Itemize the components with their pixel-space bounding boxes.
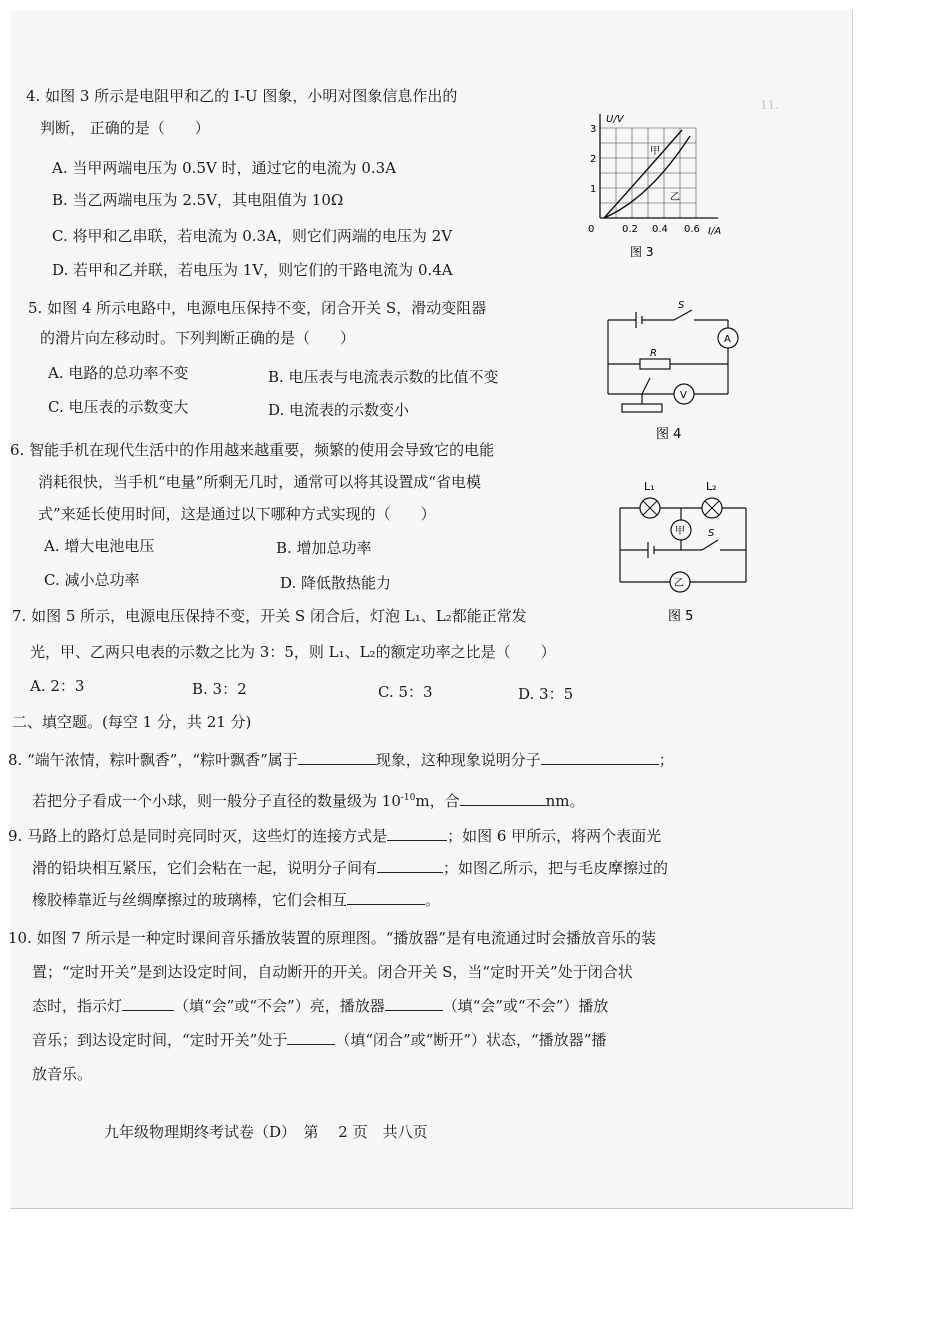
page-footer: 九年级物理期终考试卷（D） 第 2 页 共八页 bbox=[104, 1123, 428, 1141]
q4-option-a: A. 当甲两端电压为 0.5V 时，通过它的电流为 0.3A bbox=[52, 159, 397, 177]
fig3-y-label: U/V bbox=[606, 114, 624, 125]
q9-blank-3[interactable] bbox=[347, 890, 425, 905]
fig3-x-label: I/A bbox=[708, 226, 722, 237]
q4-option-b: B. 当乙两端电压为 2.5V，其电阻值为 10Ω bbox=[52, 191, 344, 209]
q4-stem-line1: 4. 如图 3 所示是电阻甲和乙的 I-U 图象，小明对图象信息作出的 bbox=[26, 87, 458, 105]
q7-option-d: D. 3：5 bbox=[518, 685, 574, 703]
fig5-lamp-l1 bbox=[640, 498, 660, 518]
fig3-xtick-04: 0.4 bbox=[652, 224, 668, 235]
figure-5-circuit bbox=[606, 470, 776, 628]
q4-option-c: C. 将甲和乙串联，若电流为 0.3A，则它们两端的电压为 2V bbox=[52, 227, 453, 245]
q10-line2: 置；“定时开关”是到达设定时间，自动断开的开关。闭合开关 S，当“定时开关”处于闭合状 bbox=[32, 963, 633, 981]
fig3-ytick-1: 1 bbox=[590, 184, 597, 195]
fig3-xtick-02: 0.2 bbox=[622, 224, 638, 235]
q10-blank-2[interactable] bbox=[385, 996, 443, 1011]
fig3-caption: 图 3 bbox=[630, 245, 654, 259]
q8-exponent: -10 bbox=[400, 793, 416, 803]
q7-option-c: C. 5：3 bbox=[378, 683, 433, 701]
q9-line1 bbox=[8, 826, 661, 846]
fig5-l2-label: L₂ bbox=[706, 480, 717, 493]
q8-line2 bbox=[32, 788, 584, 811]
q10-line3 bbox=[32, 996, 608, 1016]
fig5-switch-label: S bbox=[708, 528, 715, 539]
q7-stem-line2: 光，甲、乙两只电表的示数之比为 3：5，则 L₁、L₂的额定功率之比是（ ） bbox=[30, 643, 556, 661]
q7-option-b: B. 3：2 bbox=[192, 680, 247, 698]
fig3-xtick-0: 0 bbox=[588, 224, 595, 235]
q9-line2 bbox=[32, 858, 668, 878]
q6-option-d: D. 降低散热能力 bbox=[280, 574, 392, 592]
q10-text-3: （填“会”或“不会”）播放 bbox=[442, 997, 609, 1015]
q10-line5: 放音乐。 bbox=[32, 1065, 93, 1083]
q7-stem-line1: 7. 如图 5 所示，电源电压保持不变，开关 S 闭合后，灯泡 L₁、L₂都能正常发 bbox=[12, 607, 527, 625]
q9-line3 bbox=[32, 890, 440, 910]
q9-text-5: 橡胶棒靠近与丝绸摩擦过的玻璃棒，它们会相互 bbox=[32, 891, 348, 909]
fig4-resistor bbox=[640, 359, 670, 369]
q10-blank-3[interactable] bbox=[287, 1030, 335, 1045]
q10-text-5: （填“闭合”或“断开”）状态，“播放器”播 bbox=[335, 1031, 607, 1049]
q5-option-b: B. 电压表与电流表示数的比值不变 bbox=[268, 368, 499, 386]
q6-stem-line3: 式”来延长使用时间，这是通过以下哪种方式实现的（ ） bbox=[38, 505, 436, 523]
q8-text-5: m，合 bbox=[415, 792, 460, 810]
q9-text-6: 。 bbox=[425, 891, 441, 909]
q4-stem-line2: 判断， 正确的是（ ） bbox=[40, 119, 210, 137]
q5-option-a: A. 电路的总功率不变 bbox=[48, 364, 189, 382]
figure-4-circuit bbox=[598, 298, 748, 448]
q8-text-2: 现象，这种现象说明分子 bbox=[375, 751, 541, 769]
fig3-ytick-2: 2 bbox=[590, 154, 597, 165]
q5-stem-line2: 的滑片向左移动时。下列判断正确的是（ ） bbox=[40, 329, 356, 347]
fig4-switch-label: S bbox=[678, 300, 685, 311]
fig3-xtick-06: 0.6 bbox=[684, 224, 700, 235]
fig3-ytick-3: 3 bbox=[590, 124, 597, 135]
q6-stem-line1: 6. 智能手机在现代生活中的作用越来越重要，频繁的使用会导致它的电能 bbox=[10, 441, 495, 459]
q6-option-a: A. 增大电池电压 bbox=[44, 537, 155, 555]
fig5-meter-jia-label: 甲 bbox=[675, 526, 685, 537]
q8-text-3: ； bbox=[658, 751, 674, 769]
q9-text-2: ；如图 6 甲所示，将两个表面光 bbox=[447, 827, 662, 845]
q9-blank-1[interactable] bbox=[387, 826, 447, 841]
q8-blank-2[interactable] bbox=[541, 750, 659, 765]
q8-blank-3[interactable] bbox=[460, 791, 546, 806]
q5-option-c: C. 电压表的示数变大 bbox=[48, 398, 189, 416]
fig3-label-yi: 乙 bbox=[670, 192, 680, 203]
q8-text-6: nm。 bbox=[545, 792, 585, 810]
q5-option-d: D. 电流表的示数变小 bbox=[268, 401, 410, 419]
q9-text-3: 滑的铅块相互紧压，它们会粘在一起，说明分子间有 bbox=[32, 859, 378, 877]
fig5-caption: 图 5 bbox=[668, 609, 694, 624]
fig4-ammeter-label: A bbox=[724, 334, 731, 345]
fig3-label-jia: 甲 bbox=[650, 146, 660, 157]
section-2-title: 二、填空题。(每空 1 分，共 21 分) bbox=[12, 713, 252, 731]
fig5-lamp-l2 bbox=[702, 498, 722, 518]
q6-stem-line2: 消耗很快，当手机“电量”所剩无几时，通常可以将其设置成“省电模 bbox=[38, 473, 482, 491]
q7-option-a: A. 2：3 bbox=[30, 677, 85, 695]
q8-blank-1[interactable] bbox=[298, 750, 376, 765]
fig5-l1-label: L₁ bbox=[644, 480, 655, 493]
q6-option-c: C. 减小总功率 bbox=[44, 571, 140, 589]
q10-text-1: 态时，指示灯 bbox=[32, 997, 123, 1015]
q6-option-b: B. 增加总功率 bbox=[276, 539, 372, 557]
q10-text-4: 音乐；到达设定时间，“定时开关”处于 bbox=[32, 1031, 288, 1049]
fig4-rheostat bbox=[622, 404, 662, 412]
q8-text-4: 若把分子看成一个小球，则一般分子直径的数量级为 10 bbox=[32, 792, 401, 810]
q10-text-2: （填“会”或“不会”）亮，播放器 bbox=[174, 997, 385, 1015]
q8-text-1: 8. “端午浓情，粽叶飘香”，“粽叶飘香”属于 bbox=[8, 751, 298, 769]
q9-text-4: ；如图乙所示，把与毛皮摩擦过的 bbox=[443, 859, 669, 877]
q10-blank-1[interactable] bbox=[122, 996, 174, 1011]
q8-line1 bbox=[8, 750, 674, 770]
fig3-curve-yi bbox=[604, 136, 690, 218]
q4-option-d: D. 若甲和乙并联，若电压为 1V，则它们的干路电流为 0.4A bbox=[52, 261, 453, 279]
q9-text-1: 9. 马路上的路灯总是同时亮同时灭，这些灯的连接方式是 bbox=[8, 827, 388, 845]
q10-line4 bbox=[32, 1030, 606, 1050]
bleed-through-mark: 11. bbox=[760, 98, 780, 112]
q9-blank-2[interactable] bbox=[377, 858, 443, 873]
fig4-resistor-label: R bbox=[650, 348, 657, 359]
fig4-voltmeter-label: V bbox=[680, 390, 687, 401]
q10-line1: 10. 如图 7 所示是一种定时课间音乐播放装置的原理图。“播放器”是有电流通过时会播放音乐的装 bbox=[8, 929, 657, 947]
figure-3-iu-graph bbox=[570, 108, 730, 268]
fig5-meter-yi-label: 乙 bbox=[674, 578, 684, 589]
fig4-caption: 图 4 bbox=[656, 427, 682, 442]
q5-stem-line1: 5. 如图 4 所示电路中，电源电压保持不变，闭合开关 S，滑动变阻器 bbox=[28, 299, 487, 317]
